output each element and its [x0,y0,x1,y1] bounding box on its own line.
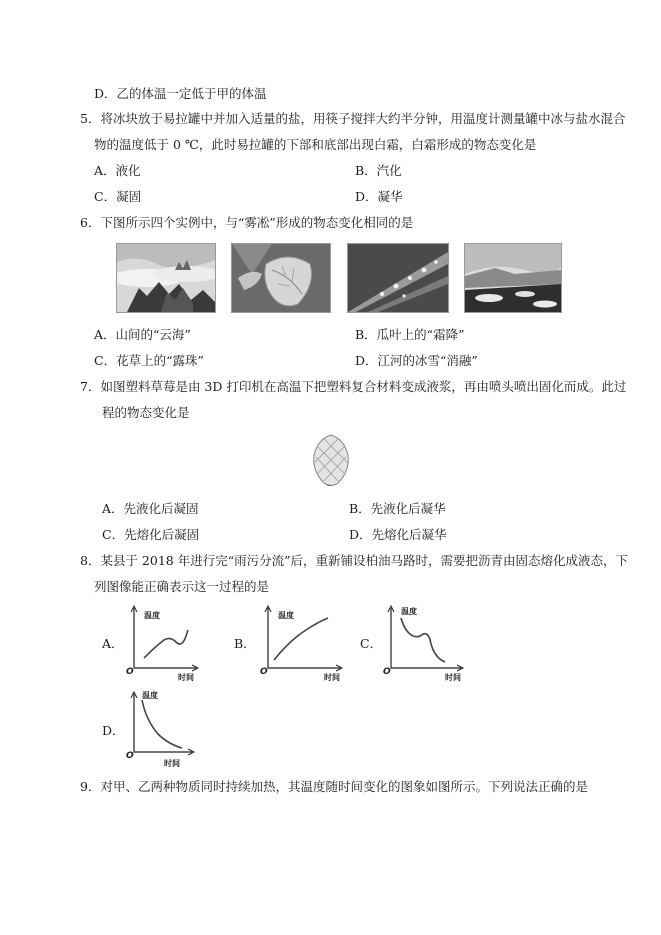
plastic-strawberry-image [308,433,354,489]
q5-option-a[interactable]: A．液化 [94,163,141,178]
q6-option-d[interactable]: D．江河的冰雪“消融” [355,353,478,368]
q7-option-b[interactable]: B．先液化后凝华 [349,501,446,516]
q7-option-d[interactable]: D．先熔化后凝华 [349,527,447,542]
q6-option-b[interactable]: B．瓜叶上的“霜降” [355,327,465,342]
q5-stem-line2: 物的温度低于 0 ℃，此时易拉罐的下部和底部出现白霜，白霜形成的物态变化是 [94,137,537,152]
q7-stem-line1: 7．如图塑料草莓是由 3D 打印机在高温下把塑料复合材料变成液浆，再由喷头喷出固化而成。此过 [80,379,627,394]
q8-option-a-letter[interactable]: A． [102,636,124,651]
q6-stem: 6．下图所示四个实例中，与“雾凇”形成的物态变化相同的是 [80,215,414,230]
q8-option-b-letter[interactable]: B． [234,636,256,651]
q8-option-d-letter[interactable]: D． [102,723,125,738]
q8-graph-a-ylabel: 温度 [144,611,160,620]
q7-option-a[interactable]: A．先液化后凝固 [102,501,199,516]
q6-option-a[interactable]: A．山间的“云海” [94,327,191,342]
q8-graph-a-xlabel: 时间 [178,673,194,682]
q8-graph-a-curve [144,630,188,658]
q7-stem-line2: 程的物态变化是 [102,405,190,420]
q8-graph-b[interactable] [260,602,346,682]
q8-graph-d-ylabel: 温度 [142,691,158,700]
q5-option-b[interactable]: B．汽化 [355,163,402,178]
q8-graph-b-xlabel: 时间 [324,673,340,682]
q8-graph-c-origin: O [383,667,391,677]
q8-graph-d[interactable] [126,688,198,768]
q8-graph-c[interactable] [383,602,467,682]
q8-graph-b-origin: O [260,667,268,677]
q8-graph-c-ylabel: 温度 [401,607,417,616]
dew-on-grass-photo [347,243,449,313]
cloud-sea-photo [116,243,216,313]
q5-option-c[interactable]: C．凝固 [94,189,142,204]
q8-stem-line1: 8．某县于 2018 年进行完“雨污分流”后，重新铺设柏油马路时，需要把沥青由固态熔化成液态，下 [80,553,628,568]
q8-graph-c-xlabel: 时间 [445,673,461,682]
q8-graph-c-curve [401,618,445,662]
q8-graph-d-xlabel: 时间 [164,759,180,768]
q5-stem-line1: 5．将冰块放于易拉罐中并加入适量的盐，用筷子搅拌大约半分钟，用温度计测量罐中冰与盐水混合 [80,111,626,126]
q8-graph-d-origin: O [126,751,134,761]
q8-option-c-letter[interactable]: C． [360,636,383,651]
melon-leaf-frost-photo [231,243,331,313]
q7-option-c[interactable]: C．先熔化后凝固 [102,527,200,542]
q8-graph-b-ylabel: 温度 [278,611,294,620]
q8-graph-b-curve [274,618,328,660]
q8-stem-line2: 列图像能正确表示这一过程的是 [94,579,270,594]
q9-stem: 9．对甲、乙两种物质同时持续加热，其温度随时间变化的图象如图所示。下列说法正确的是 [80,779,588,794]
q6-option-c[interactable]: C．花草上的“露珠” [94,353,204,368]
q5-option-d[interactable]: D．凝华 [355,189,403,204]
q8-graph-a[interactable] [126,602,202,682]
q8-graph-a-origin: O [126,667,134,677]
river-ice-melting-photo [464,243,562,313]
q4-option-d: D．乙的体温一定低于甲的体温 [94,86,267,101]
q8-graph-d-curve [142,700,182,748]
